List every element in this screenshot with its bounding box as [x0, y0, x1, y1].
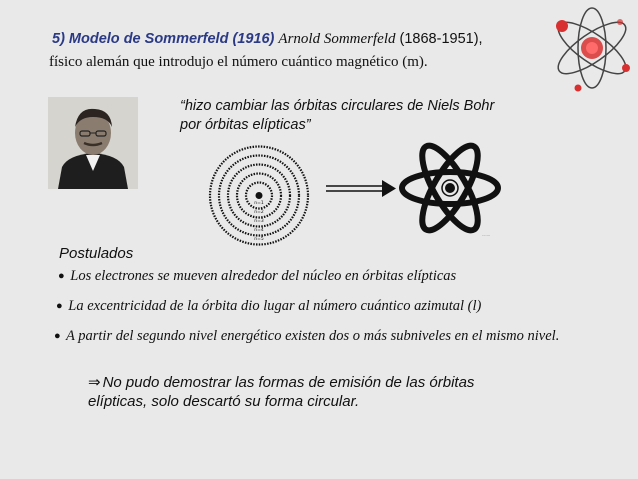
conclusion-line-1	[88, 373, 528, 392]
orbit-label-3: n=3	[254, 219, 264, 224]
scientist-name: Arnold Sommerfeld	[278, 31, 396, 47]
quote-line-2: por órbitas elípticas”	[180, 117, 311, 133]
portrait-photo	[48, 97, 138, 189]
orbit-label-4: n=4	[254, 228, 264, 233]
conclusion-text-2: elípticas, solo descartó su forma circular.	[88, 393, 360, 410]
slide-title	[52, 31, 483, 48]
bullet-icon: ●	[56, 300, 63, 312]
orbit-label-2: n=2	[254, 210, 264, 215]
elliptical-atom-icon	[398, 140, 502, 240]
quote-line-1: “hizo cambiar las órbitas circulares de Niels Bohr	[180, 98, 495, 114]
postulate-item	[58, 268, 456, 285]
postulate-item	[56, 298, 481, 315]
slide-subtitle: físico alemán que introdujo el número cuántico magnético (m).	[49, 54, 428, 70]
conclusion-note	[88, 373, 528, 411]
atom-logo-icon	[542, 2, 638, 94]
bullet-icon: ●	[54, 330, 61, 342]
scientist-years: (1868-1951),	[399, 31, 483, 47]
circular-orbits-diagram	[207, 144, 311, 247]
postulate-text: Los electrones se mueven alrededor del núcleo en órbitas elípticas	[70, 268, 457, 284]
bohr-quote	[180, 97, 540, 135]
conclusion-text-1: No pudo demostrar las formas de emisión de las órbitas	[102, 374, 475, 391]
orbit-label-1: n=1	[254, 201, 264, 206]
postulate-text: A partir del segundo nivel energético existen dos o más subniveles en el mismo nivel.	[66, 328, 560, 344]
title-heading: 5) Modelo de Sommerfeld (1916)	[52, 31, 275, 47]
arrow-right-icon	[326, 178, 398, 200]
orbit-label-5: n=5	[254, 237, 264, 242]
implies-icon: ⇒	[88, 374, 101, 391]
postulate-item	[54, 328, 559, 345]
svg-text:.......: .......	[482, 233, 490, 237]
postulate-text: La excentricidad de la órbita dio lugar al número cuántico azimutal (l)	[68, 298, 482, 314]
bullet-icon: ●	[58, 270, 65, 282]
postulados-heading: Postulados	[59, 245, 134, 262]
